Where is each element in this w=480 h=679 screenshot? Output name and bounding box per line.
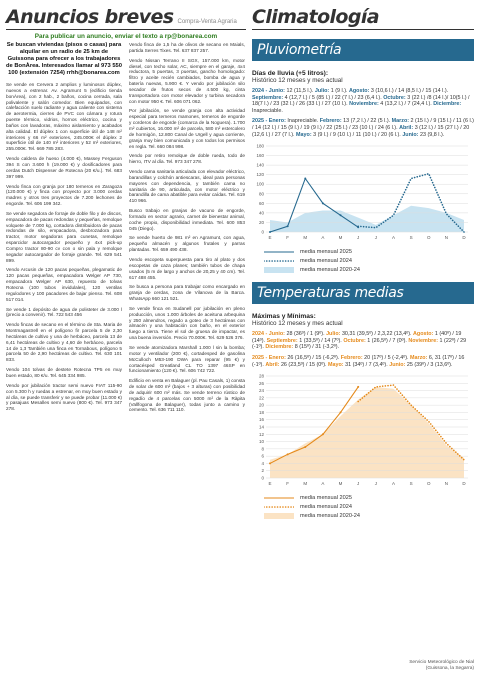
anuncios-header	[6, 8, 246, 30]
weather-value: 26 (23,5º) / 15 (0º).	[280, 361, 329, 368]
month-label: Junio:	[402, 131, 420, 138]
classified-ad: Vendo Arcusin de 120 pacas pequeñas, plegamatic de 120 pacas pequeñas, empacadora Welger AP 730, empacadora Welger AP 630, repuesto de tolvas Rotecna (100 tubos invidulales), 120 ventilas regulodores y 100 pacadores de bajar pienso. Tel. 608 517 014.	[6, 267, 122, 302]
weather-value: 28 (36º) / 1 (9º).	[286, 331, 327, 338]
data-point	[304, 178, 306, 180]
weather-value: 23 (9,8 l.).	[419, 131, 445, 138]
month-label: 2024 -	[252, 331, 269, 338]
source-note	[409, 660, 474, 672]
weather-value: 12 (11,5 l.).	[286, 88, 315, 94]
classified-ad: Por jubilación, se vende granja con alta actividad especial para terneros mamones, terneros de engorde y corderos de engorde (comarca de la Noguera). 1.700 m² cubiertos, 16.000 m² de parcela, 580 m² estercolero de hormigón, 12.800 Canal de Urgell y agua corriente, granja muy bien comunicada y con todos los permisos en regla. Tel. 660 084 998.	[129, 108, 245, 149]
x-tick-label: O	[426, 481, 431, 487]
legend-entry	[264, 502, 474, 511]
data-point	[269, 463, 271, 465]
weather-value: 30,31 (39,5º) / 2,3,22 (13,4º).	[341, 331, 414, 338]
month-label: Agosto:	[413, 331, 435, 338]
legend-swatch	[264, 258, 294, 264]
classified-ad: Vendo Nissan Terrano II SGX, 157.000 km, motor diesel, con techo solar, AC, siempre en el garaje, 4x4 reductora, 5 puertas, 3 puertas, gancho homologado: filtro y aceite recién cambiados, bomba de agua y batería nuevas, 5.900 €. Y vendo por jubilación silo secador de frutos secos de 4.500 kg, cinta transportadora con motor elevador y turbina secadora con motor 950 €. Tel. 606 071 062.	[129, 57, 245, 104]
classified-ad: Se vende atomizadora Marshall 1.000 l sin la bomba; motor y ventilador (200 €), cortadesped de gasolina McCulloch M53-190 DWA para reparar (95 €) y cortacésped Greatland CL TO 1397 46SP en funcionamiento (120 €). Tel. 606 742 722.	[129, 344, 245, 374]
legend-label: media mensual 2025	[300, 494, 352, 501]
y-tick-label: 20	[258, 402, 264, 408]
y-tick-label: 12	[258, 431, 264, 437]
source-line-2: (Guissona, la Segarra)	[425, 666, 474, 671]
pluviometria-chart	[252, 142, 474, 242]
weather-value: Inapreciable.	[252, 107, 283, 114]
weather-value: 20 (17º) / 5 (-2,4º).	[364, 354, 411, 361]
y-tick-label: 0	[261, 475, 264, 481]
classified-ad: Vendo caldera de hueso (4.000 €), Massey Ferguson 394 S con 3.600 h (19.000 €) y dosificadores para cerdas Dutch Dispenser de Rotecna (20 €/u.). Tel. 683 397 999.	[6, 156, 122, 179]
data-point	[340, 412, 342, 414]
data-point	[304, 446, 306, 448]
y-tick-label: 100	[256, 181, 264, 187]
y-tick-label: 16	[258, 417, 264, 423]
month-label: Mayo:	[296, 131, 314, 138]
pluv-2025-text	[252, 118, 474, 138]
y-tick-label: 24	[258, 388, 264, 394]
weather-value: 1 (9 l.).	[330, 88, 349, 94]
y-tick-label: 10	[258, 439, 264, 445]
weather-value: 3 (12 l.) / 15 (27 l.) / 20 (12,6 l.) / 27 (7 l.).	[252, 124, 470, 138]
month-label: 2025 -	[252, 354, 269, 361]
legend-entry	[264, 256, 474, 265]
month-label: Enero:	[268, 118, 288, 125]
weather-value: 3 (22 l.) /8 (14 l.)/ 10(5 l.) / 18(7 l.) / 23 (32 l.) / 26 (33 l.) / 27 (10 l.).	[252, 94, 470, 108]
data-point	[287, 453, 289, 455]
month-label: Agosto:	[349, 88, 371, 94]
classified-ad: Se busca a persona para trabajar como encargado en granja de cerdas, zona de Vilanova de la Barca. WhatsApp 660 121 521.	[129, 284, 245, 302]
temperaturas-chart	[252, 372, 474, 488]
weather-value: 3 (9 l.) / 9 (10 l.) / 11 (10 l.) / 20 (6 l.).	[313, 131, 403, 138]
weather-value: 1 (33,5º) / 14 (7º).	[299, 337, 344, 344]
month-label: Julio:	[326, 331, 342, 338]
temp-heading: Máximas y Mínimas:	[252, 313, 316, 321]
x-tick-label: N	[444, 235, 448, 241]
weather-value: 6, 31 (17º) / 16 (-1º).	[252, 354, 465, 368]
x-tick-label: E	[268, 481, 272, 487]
month-label: Septiembre:	[266, 337, 300, 344]
x-tick-label: S	[409, 235, 413, 241]
weather-value: 8 (15º) / 31 (-3,2º).	[294, 344, 340, 351]
classified-ad: Vendo finca con granja por 180 terneros en Zaragoza (120.000 €) y finca con proyecto por 3.000 cerdas madres y otros tres proyectos de 7.200 lechones de engorde. Tel. 606 199 342.	[6, 183, 122, 207]
month-label: Febrero:	[340, 354, 365, 361]
legend-label: media mensual 2020-24	[300, 512, 361, 519]
pluviometria-legend	[264, 247, 474, 274]
source-line-1: Servicio Meteorológico de Nial	[409, 660, 474, 665]
x-tick-label: E	[268, 235, 272, 241]
x-tick-label: S	[409, 481, 413, 487]
legend-swatch	[264, 267, 294, 273]
month-label: Marzo:	[410, 354, 429, 361]
y-tick-label: 22	[258, 395, 264, 401]
x-tick-label: M	[338, 235, 343, 241]
y-tick-label: 40	[258, 210, 264, 216]
pluviometria-title: Pluviometría	[257, 42, 342, 58]
x-tick-label: J	[357, 481, 360, 487]
y-tick-label: 6	[261, 453, 264, 459]
data-point	[322, 202, 324, 204]
y-tick-label: 60	[258, 200, 264, 206]
classified-ad: Vendo cama sanitaria articulada con elevador eléctrico, barandillas y colchón antiescaras, ideal para personas mayores con dependencia, y también cama no sanitaria de 90, articulada, con motor eléctrico y barandilla de cama abatible para evitar caídas. Tel. 619 410 966.	[129, 169, 245, 204]
y-tick-label: 26	[258, 380, 264, 386]
series-area-2020-24	[270, 387, 464, 478]
anuncios-subtitle: Compra-Venta Agraria	[177, 19, 237, 25]
y-tick-label: 120	[256, 172, 264, 178]
data-point	[287, 225, 289, 227]
classified-ad: Vendo escopeta superpuesta para tiro al plato y dos escopetas de caza planes; también tubos de chapa usados (5 m de largo y anchos de 20,25 y 40 cm). Tel. 617 488 455.	[129, 257, 245, 280]
temp-2025-text	[252, 355, 474, 368]
legend-entry	[264, 247, 474, 256]
weather-value: Inapreciable.	[287, 118, 320, 125]
classified-ad: Se vende 1 depósito de agua de polisteter de 3.000 l (precio a convenir). Tel. 722 543 456	[6, 306, 122, 318]
weather-value: 2 (15 l.) / 9 (15 l.) / 11 (6 l.) / 14 (12 l.) / 15 (9 l.) / 19 (9 l.) / 22 (25 l.) / 23 (10 l.) / 24 (6 l.).	[252, 118, 474, 131]
legend-swatch	[264, 513, 294, 519]
month-label: Junio:	[389, 361, 407, 368]
legend-label: media mensual 2024	[300, 257, 352, 264]
month-label: Octubre:	[383, 94, 408, 101]
weather-value: 25 (39º) / 3 (13,6º).	[406, 361, 453, 368]
x-tick-label: J	[374, 235, 377, 241]
weather-value: 31 (34º) / 7 (3,4º).	[345, 361, 390, 368]
x-tick-label: A	[321, 235, 325, 241]
month-label: Noviembre:	[408, 337, 440, 344]
temp-2024-text	[252, 331, 474, 351]
classified-ad: Vendo fincas de secano en el término de Sta. Maria de Montmagastrell en el polígono fir parcela 5 de 2,30 hectáreas de cultivo y una de herbáceo, parcela 13 de 6,41 hectáreas de cultivo y 4,60 de herbáceo, parcela 14 de 1,3 También una finca en Tornabous, polígono 5 parcela 50 de 2,90 hectáreas de cultivo. Tel. 630 101 833.	[6, 322, 122, 363]
month-label: 2025 -	[252, 118, 269, 125]
weather-value: 3 (10,6 l.) / 14 (8,5 l.) / 15 (14 l.).	[370, 88, 449, 94]
temperaturas-legend	[264, 493, 474, 520]
weather-value: 1 (26,5º) / 7 (0º).	[367, 337, 409, 344]
classified-ad: Edificio en venta en Balaguer (pl. Pau Casals, 1) consta de solar de 600 m² (bajos + 3 alturas) con posibilidad de adquirir 600 m² más. Se vende terreno rústico de regadío de 4 parcelas con 5000 m² de la Ràpita (Vallfogona de Balaguer), todas junto a camino y cemento. Tel. 636 711 110.	[129, 378, 245, 413]
month-label: Octubre:	[343, 337, 368, 344]
x-tick-label: F	[286, 235, 290, 241]
x-tick-label: M	[303, 481, 308, 487]
month-label: Junio:	[268, 88, 287, 94]
x-tick-label: A	[391, 481, 395, 487]
x-tick-label: A	[321, 481, 325, 487]
data-point	[340, 214, 342, 216]
month-label: 2024 -	[252, 88, 269, 94]
legend-label: media mensual 2025	[300, 248, 352, 255]
legend-swatch	[264, 504, 294, 510]
weather-value: 4 (13,2 l.) / 7 (24,4 l.).	[380, 101, 434, 108]
pluv-heading: Días de lluvia (+5 litros):	[252, 70, 329, 77]
x-tick-label: A	[391, 235, 395, 241]
temperaturas-bar	[252, 282, 474, 304]
featured-ad: Se buscan viviendas (pisos o casas) para alquilar en un radio de 25 km de Guissona para ofrecer a los trabajadores de BonÀrea. Interesados llamar al 973 550 100 (extensión 7254) rrhh@bonarea.com	[6, 42, 122, 76]
weather-value: 4 (12,7 l.) / 5 (85 l.) / 22 (7 l.) / 23 (6,4 l.).	[284, 94, 384, 101]
x-tick-label: O	[426, 235, 431, 241]
legend-swatch-area	[264, 267, 294, 273]
y-tick-label: 14	[258, 424, 264, 430]
legend-swatch	[264, 495, 294, 501]
y-tick-label: 28	[258, 373, 264, 379]
classified-ad: Busco trabajo en granjas de vacuno de engorde, formado en sector agrario, carnet de bienestar animal, coche propio, disponibilidad inmediata. Tel. 600 853 045 (Diego).	[129, 208, 245, 231]
x-tick-label: F	[286, 481, 290, 487]
month-label: Mayo:	[328, 361, 346, 368]
temperaturas-title: Temperaturas medias	[257, 285, 404, 302]
classified-ad: Se vende huerto de 981 m² en Agramunt, con agua, pequeño almacén y algunos frutales y parras plantadas. Tel. 659 490 438.	[129, 235, 245, 253]
anuncios-title: Anuncios breves	[6, 6, 174, 28]
month-label: Julio:	[314, 88, 331, 94]
classified-ad: Vendo finca de 1,5 ha de olivos de secano en Maials, partida Serres Tixes. Tel. 637 837 257.	[129, 42, 245, 53]
weather-value: 13 (7,2 l.) / 22 (5 l.).	[343, 118, 392, 125]
x-tick-label: M	[303, 235, 308, 241]
y-tick-label: 20	[258, 220, 264, 226]
classified-ad: Vendo por jubilación tractor semi nuevo FIAT 115-90 con 5.300 h y ruedas a estrenar, en muy buen estado y al día, se puede transferir y se puede probar (11.000 €) y pasajuas Mesalles semi nuevo (800 €). Tel. 973 347 278.	[6, 382, 122, 412]
month-label: Noviembre:	[349, 101, 381, 108]
climatologia-section	[252, 8, 474, 672]
y-tick-label: 8	[261, 446, 264, 452]
classified-ad: Se vende segadora de forraje de doble filo y de discos, empacadora de pacas redondas y pequeñas, remolque volquete de 7.000 kg, cortadora distribuidora de pacas redondas de silo, empacadora, desbrozadora para tractor, motor segadoras para cunetas, remolque esparcidor autocargador pequeño y 4x4 pick-up Compro tractor 80-90 cv con o sin pala y remolque segador autocargador de forraje grande. Tel. 629 541 899.	[6, 210, 122, 263]
legend-label: media mensual 2020-24	[300, 266, 361, 273]
x-tick-label: J	[374, 481, 377, 487]
classified-ad: Se vende en Cervera 2 amplios y luminosos dúplex, nuevos a estrenar. Av. Agramunt 5 (edificio tienda bonÀrea), con 2 hab., 2 baños, cocina cerrada, sala polivalente y salón comedor. Bien equipados, con calefacción suelo radiante y agua caliente con sistema de aerotermia, cierres de PVC con cámara y rotura puente térmico, vidrios, hornos eléctrico, cocina y baños con lavadoras, máximo aislamiento y acabados alta calidad. El dúplex 1 con superficie útil de 148 m² interiores y 66 m² exteriores, 245.000€ el dúplex 2 superficie útil de 140 m² interiores y 52 m² exteriores, 255.000€. Tel. 669 785 283.	[6, 82, 122, 152]
legend-entry	[264, 493, 474, 502]
month-label: Enero:	[268, 354, 288, 361]
month-label: Abril:	[399, 124, 415, 131]
pluviometria-bar	[252, 39, 474, 61]
legend-entry	[264, 265, 474, 274]
legend-swatch	[264, 249, 294, 255]
y-tick-label: 0	[261, 229, 264, 235]
y-tick-label: 160	[256, 153, 264, 159]
classified-ad: Vendo por retiro remolque de doble rueda, todo de hierro, ITV al día. Tel. 973 347 278.	[129, 153, 245, 165]
climatologia-title: Climatología	[252, 6, 380, 28]
weather-value: 26 (16,5º) / 15 (-6,2º).	[287, 354, 341, 361]
pluv-subheading: Histórico 12 meses y mes actual	[252, 77, 343, 84]
climatologia-header	[252, 8, 474, 30]
anuncios-section	[6, 8, 246, 672]
y-tick-label: 2	[261, 468, 264, 474]
month-label: Diciembre:	[265, 344, 295, 351]
x-tick-label: D	[462, 481, 466, 487]
data-point	[269, 231, 271, 233]
anuncios-column-2	[129, 42, 245, 417]
classified-ad: Vendo 104 tolvas de destete Rotecna TP5 en muy buen estado, 80 €/u. Tel. 645 334 985.	[6, 367, 122, 378]
data-point	[322, 433, 324, 435]
temp-subheading: Histórico 12 meses y mes actual	[252, 320, 343, 328]
month-label: Abril:	[265, 361, 281, 368]
x-tick-label: D	[462, 235, 466, 241]
x-tick-label: M	[338, 481, 343, 487]
month-label: Marzo:	[391, 118, 411, 125]
data-point	[357, 386, 359, 388]
anuncios-teaser: Para publicar un anuncio, enviar el texto a rp@bonarea.com	[34, 33, 218, 40]
month-label: Diciembre:	[433, 101, 462, 108]
legend-label: media mensual 2024	[300, 503, 352, 510]
month-label: Febrero:	[319, 118, 344, 125]
series-area-2020-24	[270, 206, 464, 232]
y-tick-label: 180	[256, 143, 264, 149]
anuncios-column-1	[6, 42, 122, 417]
x-tick-label: N	[444, 481, 448, 487]
weather-value: 1 (22º) / 29 (-1º).	[252, 337, 467, 351]
classified-ad: Se vende finca en Sudanell por jubilación en pleno producción, unos 1.000 árboles de aceituna arbequina y 250 almendros, regado a goteo de 3 hectáreas con almacén y una habitación con baño, en el exterior fuego a tierra. Tiene el sol de gruesa de impactar, es una buena inversión. Precio 70.000€. Tel. 629 526 376.	[129, 305, 245, 341]
legend-entry	[264, 511, 474, 520]
y-tick-label: 4	[261, 461, 264, 467]
x-tick-label: J	[357, 235, 360, 241]
y-tick-label: 140	[256, 162, 264, 168]
pluv-2024-text	[252, 88, 474, 114]
month-label: Junio:	[268, 331, 287, 338]
legend-swatch-area	[264, 513, 294, 519]
y-tick-label: 80	[258, 191, 264, 197]
y-tick-label: 18	[258, 410, 264, 416]
month-label: Septiembre:	[252, 94, 285, 101]
weather-value: 1 (40º) / 19 (14º).	[252, 331, 462, 344]
